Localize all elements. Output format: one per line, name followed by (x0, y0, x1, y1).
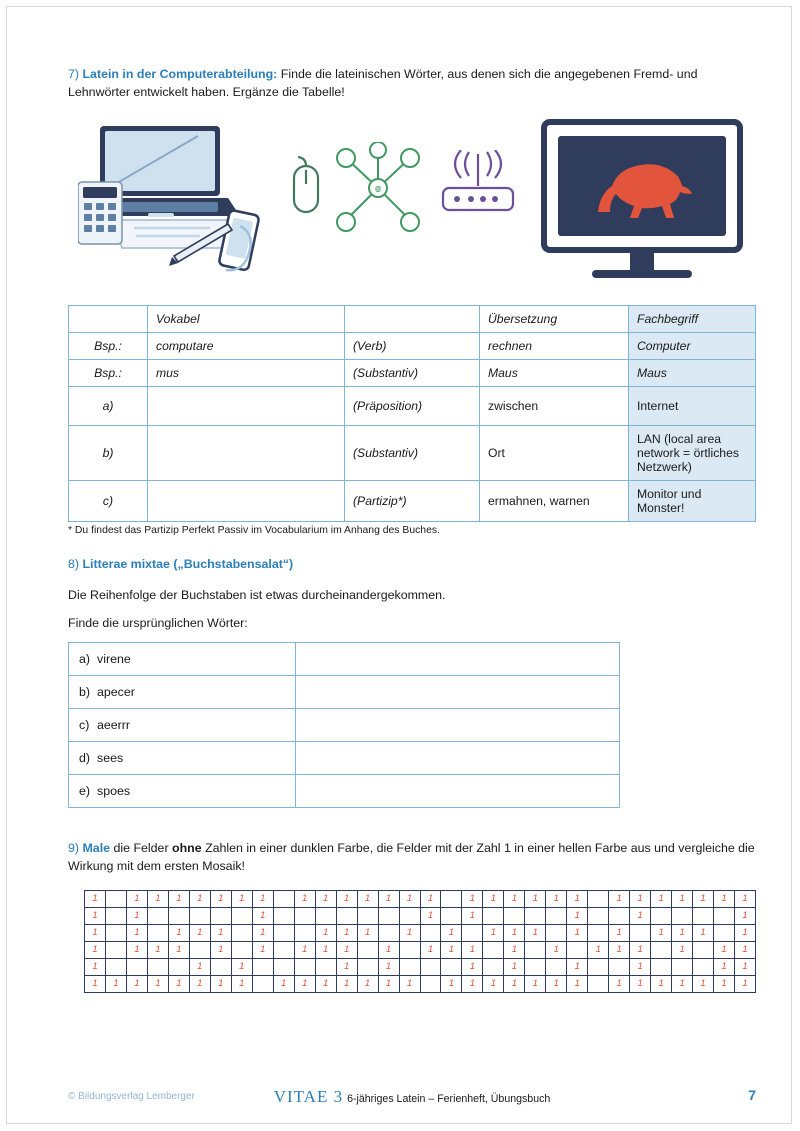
exercise-9-bold-word: ohne (172, 840, 202, 855)
mosaic-cell-numbered[interactable]: 1 (735, 907, 756, 924)
mosaic-cell-numbered[interactable]: 1 (672, 924, 693, 941)
table-row (69, 386, 756, 425)
mosaic-cell-empty[interactable] (525, 907, 546, 924)
cell-fachbegriff: Internet (629, 386, 756, 425)
mosaic-cell-empty[interactable] (147, 924, 168, 941)
mosaic-cell-numbered[interactable]: 1 (567, 958, 588, 975)
mosaic-cell-numbered[interactable]: 1 (168, 941, 189, 958)
item-word: apecer (97, 684, 135, 699)
mosaic-cell-numbered[interactable]: 1 (609, 924, 630, 941)
mosaic-cell-numbered[interactable]: 1 (126, 907, 147, 924)
mosaic-cell-empty[interactable] (651, 941, 672, 958)
mosaic-cell-numbered[interactable]: 1 (378, 958, 399, 975)
mosaic-cell-numbered[interactable]: 1 (504, 890, 525, 907)
mosaic-cell-empty[interactable] (525, 941, 546, 958)
mosaic-cell-empty[interactable] (672, 958, 693, 975)
mosaic-row (85, 941, 756, 958)
mosaic-cell-numbered[interactable]: 1 (273, 975, 294, 992)
cell-vokabel-input[interactable] (148, 386, 345, 425)
exercise-8-number: 8) (68, 556, 80, 571)
mosaic-cell-numbered[interactable]: 1 (630, 958, 651, 975)
mosaic-cell-empty[interactable] (210, 907, 231, 924)
mosaic-cell-empty[interactable] (441, 890, 462, 907)
mosaic-cell-numbered[interactable]: 1 (672, 975, 693, 992)
mosaic-cell-numbered[interactable]: 1 (126, 924, 147, 941)
header-cell-fachbegriff: Fachbegriff (629, 305, 756, 332)
mosaic-cell-empty[interactable] (714, 924, 735, 941)
mosaic-cell-numbered[interactable]: 1 (567, 975, 588, 992)
mosaic-cell-numbered[interactable]: 1 (336, 890, 357, 907)
mosaic-cell-numbered[interactable]: 1 (357, 924, 378, 941)
mosaic-cell-numbered[interactable]: 1 (693, 975, 714, 992)
table-row-header (69, 305, 756, 332)
mosaic-cell-numbered[interactable]: 1 (651, 924, 672, 941)
answer-cell[interactable] (296, 642, 620, 675)
mosaic-cell-numbered[interactable]: 1 (483, 924, 504, 941)
mosaic-cell-numbered[interactable]: 1 (231, 975, 252, 992)
exercise-9-heading (68, 840, 756, 876)
cell-fachbegriff: Computer (629, 332, 756, 359)
mosaic-cell-empty[interactable] (693, 907, 714, 924)
mosaic-cell-numbered[interactable]: 1 (85, 907, 106, 924)
mosaic-cell-numbered[interactable]: 1 (483, 975, 504, 992)
mosaic-cell-numbered[interactable]: 1 (336, 941, 357, 958)
exercise-7-table (68, 305, 756, 522)
mosaic-cell-numbered[interactable]: 1 (504, 958, 525, 975)
mosaic-cell-numbered[interactable]: 1 (714, 958, 735, 975)
mosaic-cell-empty[interactable] (399, 941, 420, 958)
mosaic-cell-empty[interactable] (252, 958, 273, 975)
cell-uebersetzung: Maus (480, 359, 629, 386)
word-cell (69, 741, 296, 774)
mosaic-cell-numbered[interactable]: 1 (630, 890, 651, 907)
exercise-8-line-2: Finde die ursprünglichen Wörter: (68, 615, 248, 630)
mosaic-cell-empty[interactable] (273, 941, 294, 958)
mosaic-cell-numbered[interactable]: 1 (210, 924, 231, 941)
exercise-7-title: Latein in der Computerabteilung: (82, 67, 278, 81)
mosaic-cell-empty[interactable] (630, 924, 651, 941)
mosaic-cell-empty[interactable] (105, 941, 126, 958)
svg-text:◍: ◍ (374, 183, 382, 193)
mosaic-cell-numbered[interactable]: 1 (252, 941, 273, 958)
list-item (69, 774, 620, 807)
mosaic-cell-numbered[interactable]: 1 (567, 890, 588, 907)
mosaic-grid[interactable] (84, 890, 756, 993)
mosaic-cell-numbered[interactable]: 1 (462, 941, 483, 958)
mosaic-cell-empty[interactable] (462, 924, 483, 941)
mosaic-cell-numbered[interactable]: 1 (630, 941, 651, 958)
mosaic-cell-empty[interactable] (126, 958, 147, 975)
mosaic-cell-numbered[interactable]: 1 (357, 890, 378, 907)
mosaic-cell-empty[interactable] (105, 924, 126, 941)
mosaic-cell-empty[interactable] (693, 941, 714, 958)
mosaic-cell-numbered[interactable]: 1 (210, 975, 231, 992)
cell-uebersetzung: zwischen (480, 386, 629, 425)
list-item (69, 708, 620, 741)
mosaic-cell-empty[interactable] (210, 958, 231, 975)
item-label: b) (79, 684, 91, 699)
mosaic-cell-empty[interactable] (588, 958, 609, 975)
mosaic-cell-numbered[interactable]: 1 (399, 924, 420, 941)
mosaic-cell-numbered[interactable]: 1 (546, 941, 567, 958)
mosaic-cell-empty[interactable] (399, 907, 420, 924)
mosaic-cell-empty[interactable] (504, 907, 525, 924)
mosaic-cell-empty[interactable] (294, 907, 315, 924)
cell-wortart: (Präposition) (345, 386, 480, 425)
mosaic-cell-numbered[interactable]: 1 (651, 975, 672, 992)
mosaic-cell-empty[interactable] (441, 907, 462, 924)
header-cell-uebersetzung: Übersetzung (480, 305, 629, 332)
mosaic-cell-numbered[interactable]: 1 (210, 941, 231, 958)
mosaic-row (85, 975, 756, 992)
mosaic-row (85, 958, 756, 975)
mosaic-row (85, 924, 756, 941)
mosaic-cell-empty[interactable] (483, 941, 504, 958)
mosaic-cell-numbered[interactable]: 1 (231, 890, 252, 907)
exercise-7-heading (68, 66, 756, 102)
exercise-7-number: 7) (68, 67, 80, 81)
footer-page-number: 7 (748, 1087, 756, 1103)
mosaic-cell-numbered[interactable]: 1 (399, 975, 420, 992)
mosaic-cell-numbered[interactable]: 1 (441, 924, 462, 941)
mosaic-cell-numbered[interactable]: 1 (588, 941, 609, 958)
mosaic-cell-numbered[interactable]: 1 (168, 975, 189, 992)
mosaic-cell-numbered[interactable]: 1 (189, 958, 210, 975)
mosaic-cell-numbered[interactable]: 1 (147, 975, 168, 992)
mosaic-cell-numbered[interactable]: 1 (441, 941, 462, 958)
mosaic-cell-numbered[interactable]: 1 (294, 941, 315, 958)
cell-fachbegriff: Monitor und Monster! (629, 480, 756, 521)
cell-fachbegriff: Maus (629, 359, 756, 386)
mosaic-cell-numbered[interactable]: 1 (85, 958, 106, 975)
row-label: Bsp.: (69, 359, 148, 386)
mosaic-cell-numbered[interactable]: 1 (85, 941, 106, 958)
cell-fachbegriff: LAN (local area network = örtliches Netzwerk) (629, 425, 756, 480)
mosaic-cell-empty[interactable] (567, 941, 588, 958)
cell-vokabel: computare (148, 332, 345, 359)
mosaic-cell-empty[interactable] (441, 958, 462, 975)
mosaic-cell-numbered[interactable]: 1 (105, 975, 126, 992)
mosaic-cell-numbered[interactable]: 1 (693, 924, 714, 941)
mosaic-cell-empty[interactable] (336, 907, 357, 924)
mosaic-cell-numbered[interactable]: 1 (420, 941, 441, 958)
mosaic-cell-empty[interactable] (252, 975, 273, 992)
mosaic-cell-empty[interactable] (588, 924, 609, 941)
table-row (69, 425, 756, 480)
item-word: virene (97, 651, 131, 666)
table-row (69, 332, 756, 359)
mosaic-cell-empty[interactable] (588, 890, 609, 907)
table-row (69, 480, 756, 521)
list-item (69, 642, 620, 675)
mosaic-cell-empty[interactable] (294, 958, 315, 975)
monitor-with-dinosaur-icon (538, 116, 748, 296)
mosaic-cell-numbered[interactable]: 1 (147, 890, 168, 907)
list-item (69, 675, 620, 708)
mosaic-cell-empty[interactable] (420, 924, 441, 941)
answer-cell[interactable] (296, 708, 620, 741)
mosaic-cell-empty[interactable] (147, 907, 168, 924)
mosaic-cell-numbered[interactable]: 1 (420, 890, 441, 907)
mosaic-cell-numbered[interactable]: 1 (567, 924, 588, 941)
row-label: Bsp.: (69, 332, 148, 359)
answer-cell[interactable] (296, 741, 620, 774)
mosaic-cell-numbered[interactable]: 1 (567, 907, 588, 924)
mosaic-cell-empty[interactable] (189, 941, 210, 958)
header-cell-vokabel: Vokabel (148, 305, 345, 332)
mosaic-cell-numbered[interactable]: 1 (168, 924, 189, 941)
mosaic-cell-numbered[interactable]: 1 (294, 975, 315, 992)
mosaic-cell-numbered[interactable]: 1 (315, 975, 336, 992)
mosaic-cell-empty[interactable] (357, 907, 378, 924)
mosaic-cell-numbered[interactable]: 1 (378, 941, 399, 958)
mosaic-cell-empty[interactable] (672, 907, 693, 924)
mosaic-cell-numbered[interactable]: 1 (85, 975, 106, 992)
mosaic-cell-empty[interactable] (420, 975, 441, 992)
mosaic-cell-numbered[interactable]: 1 (462, 958, 483, 975)
exercise-9 (68, 840, 756, 993)
mosaic-cell-numbered[interactable]: 1 (189, 975, 210, 992)
item-word: sees (97, 750, 124, 765)
mosaic-cell-numbered[interactable]: 1 (504, 924, 525, 941)
mosaic-cell-empty[interactable] (609, 958, 630, 975)
mosaic-cell-numbered[interactable]: 1 (672, 941, 693, 958)
mosaic-cell-empty[interactable] (105, 890, 126, 907)
mosaic-cell-numbered[interactable]: 1 (651, 890, 672, 907)
mosaic-cell-empty[interactable] (483, 958, 504, 975)
mosaic-cell-numbered[interactable]: 1 (483, 890, 504, 907)
mosaic-cell-numbered[interactable]: 1 (735, 941, 756, 958)
answer-cell[interactable] (296, 675, 620, 708)
cell-vokabel-input[interactable] (148, 480, 345, 521)
item-label: d) (79, 750, 91, 765)
mosaic-cell-numbered[interactable]: 1 (336, 975, 357, 992)
cell-wortart: (Substantiv) (345, 359, 480, 386)
mosaic-cell-numbered[interactable]: 1 (189, 890, 210, 907)
mosaic-cell-numbered[interactable]: 1 (714, 890, 735, 907)
mosaic-cell-numbered[interactable]: 1 (525, 975, 546, 992)
footer-subtitle: 6-jähriges Latein – Ferienheft, Übungsbuch (347, 1093, 551, 1105)
mosaic-cell-numbered[interactable]: 1 (252, 907, 273, 924)
item-word: spoes (97, 783, 131, 798)
laptop-icon (78, 120, 278, 300)
mosaic-cell-empty[interactable] (609, 907, 630, 924)
mosaic-cell-empty[interactable] (231, 907, 252, 924)
exercise-8-title: Litterae mixtae („Buchstabensalat“) (82, 556, 294, 571)
mosaic-cell-numbered[interactable]: 1 (378, 975, 399, 992)
mosaic-cell-numbered[interactable]: 1 (315, 924, 336, 941)
mosaic-cell-empty[interactable] (525, 958, 546, 975)
mosaic-cell-numbered[interactable]: 1 (441, 975, 462, 992)
mosaic-row (85, 907, 756, 924)
mosaic-cell-numbered[interactable]: 1 (546, 975, 567, 992)
mosaic-cell-numbered[interactable]: 1 (126, 941, 147, 958)
mosaic-row (85, 890, 756, 907)
mosaic-cell-empty[interactable] (546, 958, 567, 975)
cell-vokabel: mus (148, 359, 345, 386)
row-label: b) (69, 425, 148, 480)
mosaic-cell-empty[interactable] (378, 924, 399, 941)
mosaic-cell-numbered[interactable]: 1 (693, 890, 714, 907)
item-label: a) (79, 651, 91, 666)
mosaic-cell-numbered[interactable]: 1 (252, 924, 273, 941)
mosaic-cell-numbered[interactable]: 1 (378, 890, 399, 907)
mosaic-cell-empty[interactable] (168, 907, 189, 924)
mosaic-cell-empty[interactable] (273, 958, 294, 975)
mosaic-cell-empty[interactable] (483, 907, 504, 924)
mosaic-cell-numbered[interactable]: 1 (294, 890, 315, 907)
exercise-8-line-1: Die Reihenfolge der Buchstaben ist etwas durcheinandergekommen. (68, 587, 446, 602)
item-label: c) (79, 717, 90, 732)
mosaic-cell-empty[interactable] (588, 975, 609, 992)
mosaic-cell-numbered[interactable]: 1 (672, 890, 693, 907)
mosaic-cell-numbered[interactable]: 1 (399, 890, 420, 907)
mosaic-cell-numbered[interactable]: 1 (504, 941, 525, 958)
mosaic-cell-numbered[interactable]: 1 (336, 958, 357, 975)
cell-wortart: (Substantiv) (345, 425, 480, 480)
mosaic-cell-empty[interactable] (357, 958, 378, 975)
mosaic-cell-empty[interactable] (588, 907, 609, 924)
mosaic-cell-empty[interactable] (399, 958, 420, 975)
cell-uebersetzung: ermahnen, warnen (480, 480, 629, 521)
word-cell (69, 774, 296, 807)
mosaic-cell-empty[interactable] (420, 958, 441, 975)
mosaic-cell-numbered[interactable]: 1 (357, 975, 378, 992)
mosaic-cell-numbered[interactable]: 1 (168, 890, 189, 907)
exercise-7-instruction: Finde die lateinischen Wörter, aus denen sich die angegebenen Fremd- und Lehnwörter entwickelt haben. Ergänze die Tabelle! (68, 67, 698, 99)
header-cell-empty (69, 305, 148, 332)
mosaic-cell-numbered[interactable]: 1 (609, 890, 630, 907)
mosaic-cell-numbered[interactable]: 1 (462, 890, 483, 907)
mosaic-cell-numbered[interactable]: 1 (252, 890, 273, 907)
mosaic-cell-numbered[interactable]: 1 (609, 941, 630, 958)
footer-center (274, 1087, 551, 1107)
mosaic-cell-numbered[interactable]: 1 (315, 890, 336, 907)
cell-uebersetzung: Ort (480, 425, 629, 480)
mosaic-cell-empty[interactable] (693, 958, 714, 975)
exercise-9-title: Male (82, 840, 111, 855)
list-item (69, 741, 620, 774)
mosaic-cell-empty[interactable] (273, 890, 294, 907)
mosaic-cell-numbered[interactable]: 1 (420, 907, 441, 924)
mosaic-cell-empty[interactable] (273, 924, 294, 941)
mosaic-cell-numbered[interactable]: 1 (735, 924, 756, 941)
network-nodes-icon (330, 142, 426, 238)
word-cell (69, 708, 296, 741)
mosaic-cell-empty[interactable] (651, 907, 672, 924)
exercise-9-text-b: Zahlen in einer dunklen Farbe, die Felder mit der Zahl 1 in einer hellen Farbe aus und vergleiche die Wirkung mit dem ersten Mosaik! (68, 840, 755, 873)
mosaic-cell-numbered[interactable]: 1 (735, 958, 756, 975)
mosaic-cell-empty[interactable] (357, 941, 378, 958)
mosaic-cell-numbered[interactable]: 1 (85, 890, 106, 907)
mosaic-cell-numbered[interactable]: 1 (546, 890, 567, 907)
mosaic-cell-numbered[interactable]: 1 (231, 958, 252, 975)
item-word: aeerrr (97, 717, 131, 732)
exercise-8-table (68, 642, 620, 808)
mosaic-cell-empty[interactable] (294, 924, 315, 941)
footer-copyright: © Bildungsverlag Lemberger (68, 1091, 195, 1102)
row-label: c) (69, 480, 148, 521)
mosaic-cell-empty[interactable] (231, 924, 252, 941)
mosaic-cell-numbered[interactable]: 1 (462, 975, 483, 992)
mosaic-cell-numbered[interactable]: 1 (630, 907, 651, 924)
wifi-router-icon (433, 150, 523, 230)
word-cell (69, 675, 296, 708)
mosaic-cell-empty[interactable] (168, 958, 189, 975)
row-label: a) (69, 386, 148, 425)
mosaic-cell-empty[interactable] (378, 907, 399, 924)
mosaic-cell-numbered[interactable]: 1 (315, 941, 336, 958)
answer-cell[interactable] (296, 774, 620, 807)
mosaic-cell-numbered[interactable]: 1 (462, 907, 483, 924)
exercise-7-illustration (68, 116, 756, 301)
page-content (68, 66, 756, 993)
mosaic-cell-empty[interactable] (189, 907, 210, 924)
computer-mouse-icon (286, 156, 326, 226)
exercise-9-number: 9) (68, 840, 80, 855)
word-cell (69, 642, 296, 675)
mosaic-cell-numbered[interactable]: 1 (504, 975, 525, 992)
mosaic-cell-numbered[interactable]: 1 (336, 924, 357, 941)
mosaic-cell-numbered[interactable]: 1 (525, 890, 546, 907)
cell-wortart: (Partizip*) (345, 480, 480, 521)
exercise-7-footnote: * Du findest das Partizip Perfekt Passiv im Vocabularium im Anhang des Buches. (68, 524, 440, 536)
mosaic-cell-empty[interactable] (546, 924, 567, 941)
mosaic-cell-numbered[interactable]: 1 (85, 924, 106, 941)
mosaic-cell-empty[interactable] (315, 958, 336, 975)
mosaic-cell-empty[interactable] (651, 958, 672, 975)
mosaic-cell-numbered[interactable]: 1 (609, 975, 630, 992)
mosaic-cell-empty[interactable] (273, 907, 294, 924)
footer-series: VITAE 3 (273, 1087, 344, 1106)
table-row (69, 359, 756, 386)
mosaic-cell-empty[interactable] (105, 958, 126, 975)
header-cell-wortart (345, 305, 480, 332)
exercise-8 (68, 556, 756, 808)
mosaic-cell-empty[interactable] (147, 958, 168, 975)
mosaic-cell-empty[interactable] (315, 907, 336, 924)
mosaic-cell-numbered[interactable]: 1 (735, 890, 756, 907)
mosaic-cell-numbered[interactable]: 1 (210, 890, 231, 907)
mosaic-cell-numbered[interactable]: 1 (714, 941, 735, 958)
mosaic-cell-numbered[interactable]: 1 (126, 890, 147, 907)
mosaic-cell-empty[interactable] (546, 907, 567, 924)
mosaic-cell-numbered[interactable]: 1 (126, 975, 147, 992)
mosaic-cell-empty[interactable] (105, 907, 126, 924)
page-footer (68, 1087, 756, 1109)
mosaic-cell-empty[interactable] (714, 907, 735, 924)
mosaic-cell-numbered[interactable]: 1 (630, 975, 651, 992)
exercise-9-text-a: die Felder (110, 840, 173, 855)
cell-uebersetzung: rechnen (480, 332, 629, 359)
cell-wortart: (Verb) (345, 332, 480, 359)
mosaic-cell-numbered[interactable]: 1 (189, 924, 210, 941)
mosaic-cell-numbered[interactable]: 1 (714, 975, 735, 992)
exercise-8-heading (68, 556, 756, 574)
cell-vokabel-input[interactable] (148, 425, 345, 480)
mosaic-cell-empty[interactable] (231, 941, 252, 958)
mosaic-container (68, 890, 756, 993)
item-label: e) (79, 783, 91, 798)
mosaic-cell-numbered[interactable]: 1 (735, 975, 756, 992)
mosaic-cell-numbered[interactable]: 1 (525, 924, 546, 941)
mosaic-cell-numbered[interactable]: 1 (147, 941, 168, 958)
